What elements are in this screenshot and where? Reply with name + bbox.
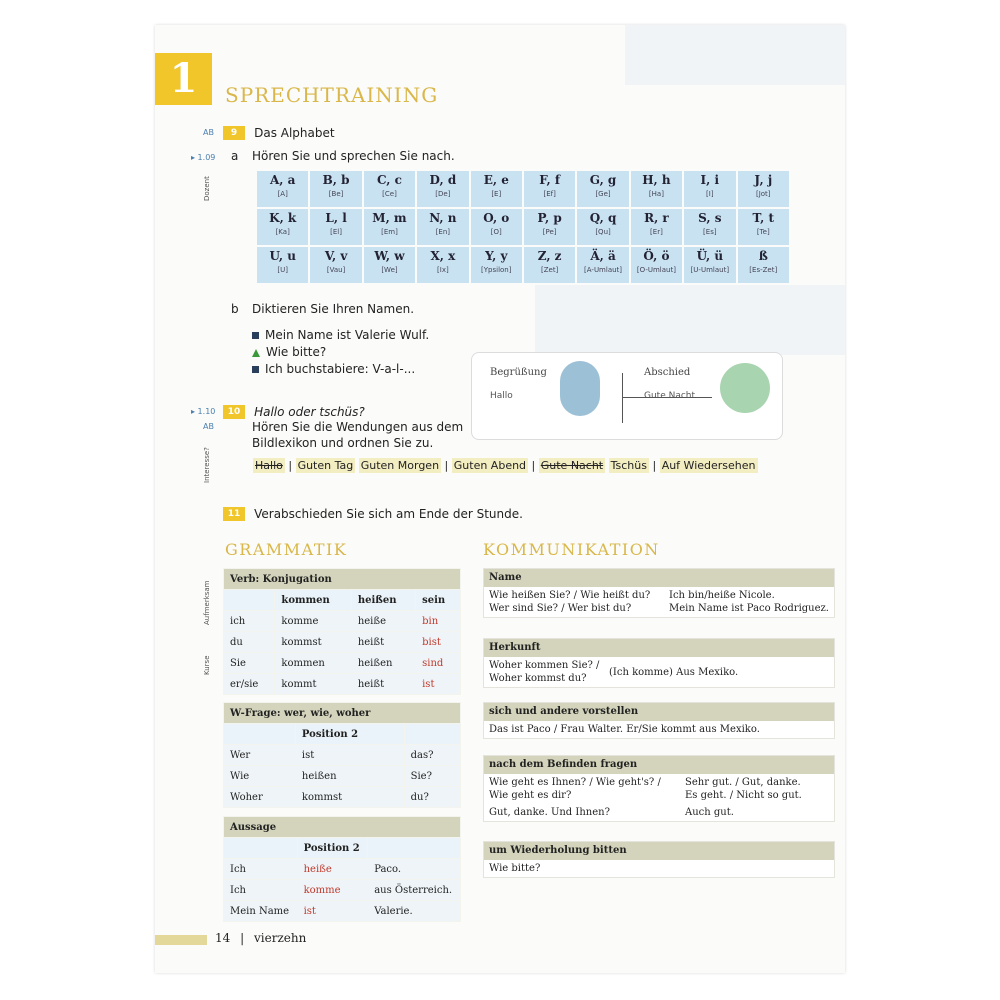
box-row: Wie heißen Sie? / Wie heißt du? Wer sind Sie? / Wer bist du? Ich bin/heiße Nicole. Mein Name ist Paco Rodriguez. (489, 590, 829, 614)
alphabet-cell (364, 209, 415, 245)
page-footer: 14 | vierzehn (215, 931, 307, 945)
table-cell: kommt (275, 674, 351, 695)
background-ghost (535, 285, 845, 355)
letter-pronunciation: [Ix] (437, 266, 449, 274)
table-cell (404, 724, 460, 745)
table-cell: bist (416, 632, 461, 653)
box-title: nach dem Befinden fragen (484, 756, 834, 774)
letter-pronunciation: [El] (330, 228, 342, 236)
table-cell: du (224, 632, 275, 653)
table-cell: Wer (224, 745, 296, 766)
side-tab: Kurse (203, 655, 211, 675)
table-row (224, 859, 461, 880)
alphabet-cell (684, 247, 735, 283)
letter-pronunciation: [Em] (381, 228, 398, 236)
letter: Y, y (485, 249, 508, 263)
letter-pronunciation: [We] (381, 266, 398, 274)
alphabet-row (257, 247, 789, 283)
alphabet-cell (471, 171, 522, 207)
letter-pronunciation: [Te] (756, 228, 770, 236)
alphabet-cell (738, 209, 789, 245)
letter-pronunciation: [E] (491, 190, 502, 198)
alphabet-cell (631, 209, 682, 245)
letter: D, d (429, 173, 457, 187)
letter-pronunciation: [Es-Zet] (749, 266, 778, 274)
letter: I, i (700, 173, 720, 187)
side-tab: Dozent (203, 176, 211, 201)
exercise-number: 10 (223, 405, 245, 419)
alphabet-cell (257, 209, 308, 245)
table-row (224, 632, 461, 653)
table-cell: ist (297, 901, 368, 922)
alphabet-cell (364, 247, 415, 283)
box-title: sich und andere vorstellen (484, 703, 834, 721)
letter-pronunciation: [Zet] (540, 266, 559, 274)
table-cell: heißt (351, 632, 415, 653)
table-cell: Paco. (368, 859, 461, 880)
table-cell: Ich (224, 880, 298, 901)
letter: ß (758, 249, 768, 263)
w-frage-table (223, 702, 461, 808)
table-row (224, 901, 461, 922)
alphabet-cell (417, 247, 468, 283)
word-item: Gute Nacht (540, 459, 604, 472)
table-cell: komme (275, 611, 351, 632)
dialog-line: Ich buchstabiere: V-a-l-... (252, 361, 429, 378)
divider (622, 373, 623, 423)
alphabet-cell (417, 171, 468, 207)
table-cell: ist (416, 674, 461, 695)
alphabet-cell (524, 247, 575, 283)
table-cell: Woher (224, 787, 296, 808)
alphabet-cell (577, 171, 628, 207)
alphabet-cell (257, 247, 308, 283)
letter-pronunciation: [Pe] (542, 228, 557, 236)
page-number: 14 (215, 931, 231, 945)
side-tab: Interesse? (203, 447, 211, 483)
alphabet-cell (577, 209, 628, 245)
alphabet-cell (684, 209, 735, 245)
letter-pronunciation: [O] (490, 228, 502, 236)
letter: X, x (430, 249, 456, 263)
letter-pronunciation: [U-Umlaut] (690, 266, 730, 274)
table-cell: bin (416, 611, 461, 632)
letter-pronunciation: [Vau] (326, 266, 346, 274)
letter: K, k (269, 211, 297, 225)
table-row (224, 653, 461, 674)
table-cell: kommst (295, 787, 404, 808)
table-cell: er/sie (224, 674, 275, 695)
letter-pronunciation: [U] (277, 266, 288, 274)
letter: V, v (324, 249, 348, 263)
letter: T, t (752, 211, 775, 225)
table-cell: du? (404, 787, 460, 808)
letter: L, l (325, 211, 347, 225)
audio-track[interactable]: ▸ 1.09 (191, 153, 216, 162)
column-header: kommen (275, 590, 351, 611)
grammatik-heading: GRAMMATIK (225, 540, 348, 559)
table-row (224, 674, 461, 695)
letter: B, b (322, 173, 350, 187)
alphabet-row (257, 171, 789, 207)
table-cell: das? (404, 745, 460, 766)
table-cell: Ich (224, 859, 298, 880)
ab-marker: AB (203, 128, 214, 137)
letter: G, g (589, 173, 617, 187)
letter: P, p (537, 211, 562, 225)
letter: Q, q (589, 211, 617, 225)
letter-pronunciation: [Ypsilon] (481, 266, 512, 274)
alphabet-cell (524, 171, 575, 207)
part-a-label: a (231, 149, 239, 163)
letter-pronunciation: [Be] (328, 190, 344, 198)
exercise-9-header (223, 122, 335, 141)
table-cell: Sie? (404, 766, 460, 787)
letter-pronunciation: [Ge] (595, 190, 611, 198)
aussage-table (223, 816, 461, 922)
letter: N, n (429, 211, 457, 225)
part-a-instruction: Hören Sie und sprechen Sie nach. (252, 149, 455, 163)
textbook-page (155, 25, 845, 973)
letter: C, c (376, 173, 402, 187)
table-row (224, 745, 461, 766)
farewell-figure (720, 363, 770, 413)
greeting-label: Begrüßung (490, 367, 547, 378)
letter: J, j (754, 173, 773, 187)
alphabet-cell (631, 171, 682, 207)
table-cell: aus Österreich. (368, 880, 461, 901)
letter: Z, z (537, 249, 562, 263)
kommunikation-heading: KOMMUNIKATION (483, 540, 660, 559)
table-cell: Sie (224, 653, 275, 674)
alphabet-row (257, 209, 789, 245)
exercise-title: Hallo oder tschüs? (254, 405, 365, 419)
alphabet-cell (471, 247, 522, 283)
table-row (224, 880, 461, 901)
table-cell (224, 590, 275, 611)
table-cell: heiße (351, 611, 415, 632)
befinden-box (483, 755, 835, 822)
table-row (224, 766, 461, 787)
table-cell: ich (224, 611, 275, 632)
chapter-title: SPRECHTRAINING (225, 83, 439, 107)
letter: R, r (644, 211, 669, 225)
herkunft-box (483, 638, 835, 688)
footer-band (155, 935, 207, 945)
letter: E, e (483, 173, 509, 187)
letter: S, s (698, 211, 722, 225)
speaker-square-icon (252, 332, 259, 339)
audio-track[interactable]: ▸ 1.10 (191, 407, 216, 416)
farewell-label: Abschied (644, 367, 691, 378)
speaker-square-icon (252, 366, 259, 373)
letter-pronunciation: [A] (277, 190, 288, 198)
letter-pronunciation: [Qu] (595, 228, 611, 236)
alphabet-cell (577, 247, 628, 283)
letter-pronunciation: [Ce] (382, 190, 397, 198)
dialog-line: Mein Name ist Valerie Wulf. (252, 327, 429, 344)
letter-pronunciation: [En] (435, 228, 451, 236)
bildlexikon-illustration (471, 352, 783, 440)
vorstellen-box (483, 702, 835, 739)
letter-pronunciation: [Ef] (543, 190, 556, 198)
table-cell: heißen (351, 653, 415, 674)
exercise-10-header (223, 401, 365, 420)
column-header: Position 2 (295, 724, 404, 745)
word-item: Tschüs (610, 459, 647, 472)
exercise-11-header (223, 503, 523, 522)
alphabet-cell (310, 247, 361, 283)
alphabet-cell (310, 209, 361, 245)
dialog-line: Wie bitte? (252, 344, 429, 361)
name-box (483, 568, 835, 618)
letter-pronunciation: [Jot] (755, 190, 771, 198)
alphabet-cell (471, 209, 522, 245)
letter-pronunciation: [Ka] (275, 228, 290, 236)
greeting-figure (560, 361, 600, 416)
word-item: Guten Morgen (360, 459, 440, 472)
letter-pronunciation: [A-Umlaut] (584, 266, 623, 274)
word-item: Guten Tag (297, 459, 354, 472)
box-row: Das ist Paco / Frau Walter. Er/Sie kommt aus Mexiko. (489, 724, 760, 735)
box-title: um Wiederholung bitten (484, 842, 834, 860)
table-title: Verb: Konjugation (224, 569, 461, 590)
letter: M, m (372, 211, 407, 225)
ab-marker: AB (203, 422, 214, 431)
letter-pronunciation: [Es] (703, 228, 717, 236)
background-ghost (625, 25, 845, 85)
exercise-title: Verabschieden Sie sich am Ende der Stunde. (254, 507, 523, 521)
alphabet-cell (310, 171, 361, 207)
table-cell: kommst (275, 632, 351, 653)
word-item: Hallo (255, 459, 283, 472)
letter-pronunciation: [I] (706, 190, 714, 198)
column-header: sein (416, 590, 461, 611)
letter: W, w (374, 249, 405, 263)
dialog (252, 327, 429, 378)
alphabet-cell (257, 171, 308, 207)
table-row (224, 787, 461, 808)
word-item: Guten Abend (453, 459, 527, 472)
exercise-number: 11 (223, 507, 245, 521)
verb-conjugation-table (223, 568, 461, 695)
alphabet-cell (631, 247, 682, 283)
table-row (224, 611, 461, 632)
box-row: Gut, danke. Und Ihnen? Auch gut. (489, 807, 734, 818)
alphabet-cell (684, 171, 735, 207)
table-title: Aussage (224, 817, 461, 838)
alphabet-cell (364, 171, 415, 207)
letter: Ü, ü (696, 249, 724, 263)
chapter-number: 1 (155, 53, 212, 105)
letter-pronunciation: [O-Umlaut] (636, 266, 676, 274)
page-number-word: vierzehn (253, 931, 307, 945)
column-header: heißen (351, 590, 415, 611)
letter-pronunciation: [De] (435, 190, 451, 198)
exercise-number: 9 (223, 126, 245, 140)
letter: Ö, ö (643, 249, 670, 263)
side-tab: Aufmerksam (203, 580, 211, 625)
table-cell: Mein Name (224, 901, 298, 922)
table-cell: komme (297, 880, 368, 901)
letter: O, o (483, 211, 510, 225)
table-cell: heißt (351, 674, 415, 695)
part-b-label: b (231, 302, 239, 316)
exercise-10-instruction: Hören Sie die Wendungen aus dem Bildlexikon und ordnen Sie zu. (252, 420, 464, 450)
alphabet-cell (738, 247, 789, 283)
box-row: Woher kommen Sie? / Woher kommst du? (Ich komme) Aus Mexiko. (489, 660, 739, 684)
word-bank: Hallo | Guten Tag Guten Morgen | Guten Abend | Gute Nacht Tschüs | Auf Wiedersehen (255, 459, 756, 472)
letter-pronunciation: [Ha] (648, 190, 664, 198)
table-cell: ist (295, 745, 404, 766)
part-b-instruction: Diktieren Sie Ihren Namen. (252, 302, 415, 316)
alphabet-cell (738, 171, 789, 207)
alphabet-cell (524, 209, 575, 245)
word-item: Auf Wiedersehen (661, 459, 756, 472)
table-cell: kommen (275, 653, 351, 674)
letter: Ä, ä (590, 249, 616, 263)
table-cell (224, 724, 296, 745)
table-cell: heißen (295, 766, 404, 787)
letter: U, u (269, 249, 296, 263)
wiederholung-box (483, 841, 835, 878)
alphabet-cell (417, 209, 468, 245)
letter: F, f (539, 173, 561, 187)
table-cell (368, 838, 461, 859)
table-cell: sind (416, 653, 461, 674)
table-cell: Wie (224, 766, 296, 787)
table-cell (224, 838, 298, 859)
table-cell: heiße (297, 859, 368, 880)
letter: H, h (642, 173, 671, 187)
letter: A, a (269, 173, 296, 187)
letter-pronunciation: [Er] (650, 228, 663, 236)
table-cell: Valerie. (368, 901, 461, 922)
alphabet-table (255, 169, 791, 285)
column-header: Position 2 (297, 838, 368, 859)
box-title: Name (484, 569, 834, 587)
greeting-word: Hallo (490, 391, 513, 401)
exercise-title: Das Alphabet (254, 126, 335, 140)
box-title: Herkunft (484, 639, 834, 657)
speaker-triangle-icon (252, 349, 260, 357)
box-row: Wie geht es Ihnen? / Wie geht's? / Wie geht es dir? Sehr gut. / Gut, danke. Es geht. / Nicht so gut. (489, 777, 802, 801)
farewell-word: Gute Nacht (644, 391, 696, 401)
box-row: Wie bitte? (489, 863, 541, 874)
table-title: W-Frage: wer, wie, woher (224, 703, 461, 724)
